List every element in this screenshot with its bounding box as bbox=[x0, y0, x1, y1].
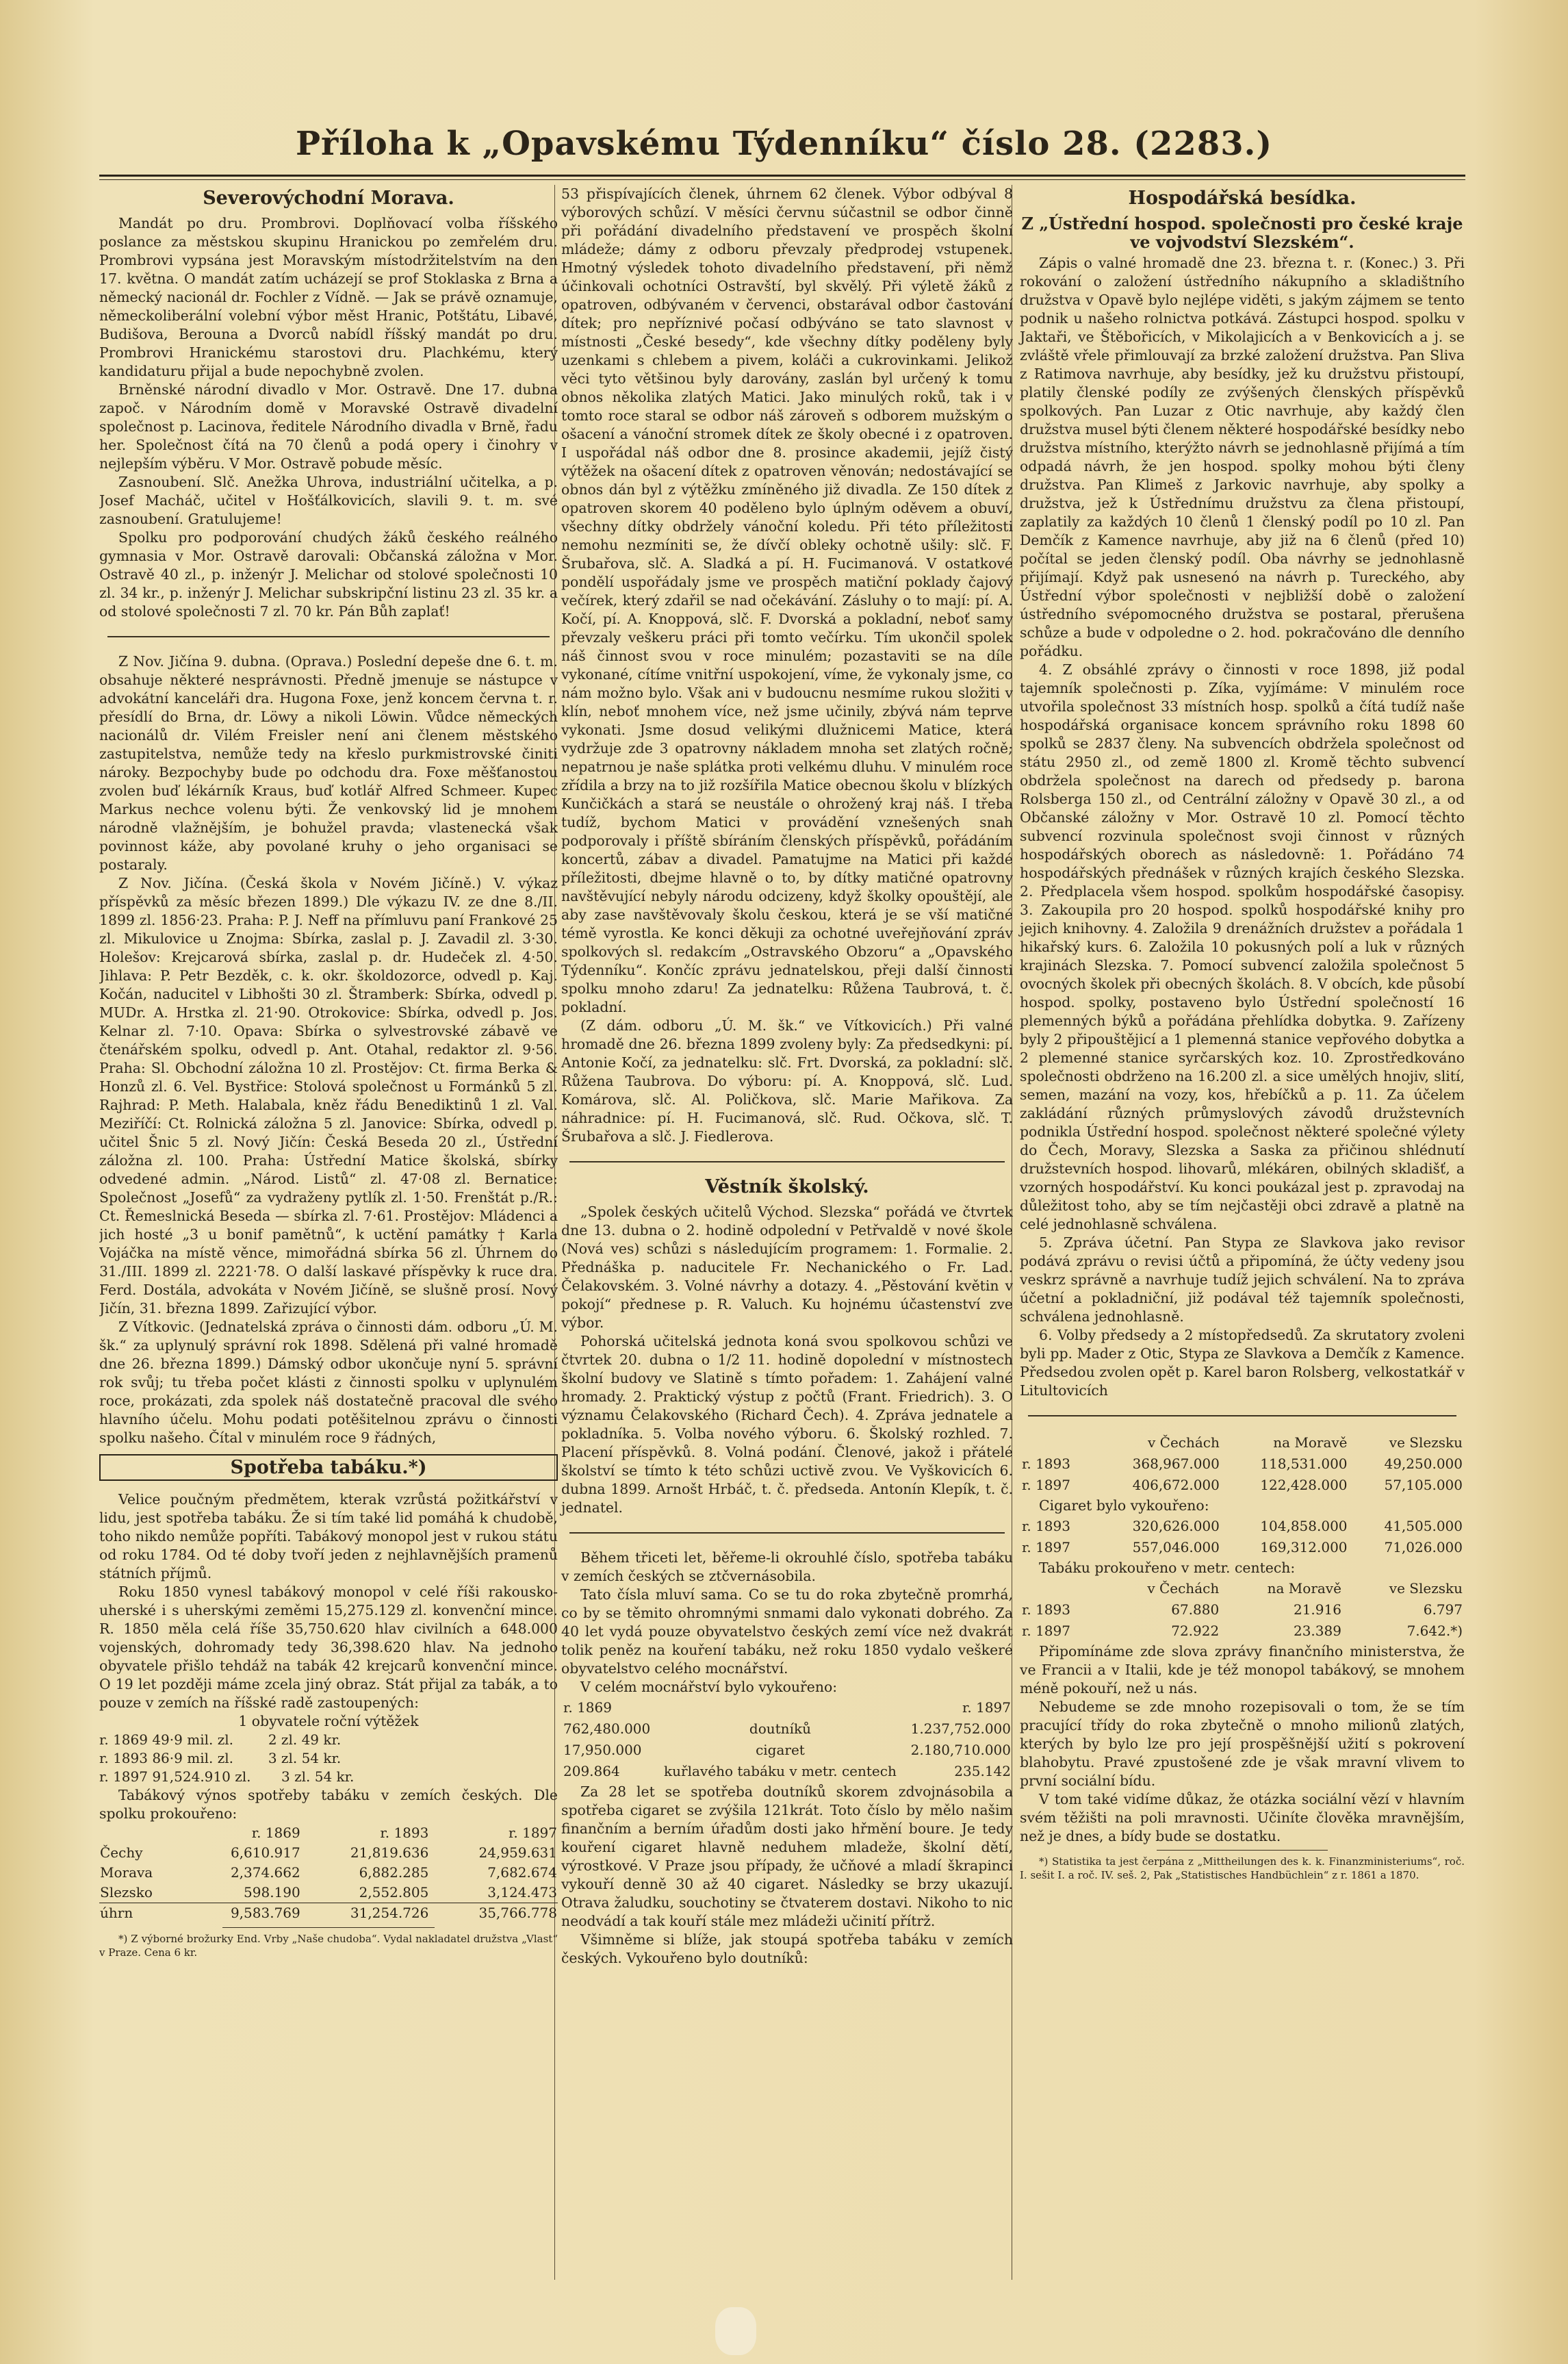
section-title: Věstník školský. bbox=[705, 1176, 869, 1197]
table-row bbox=[99, 1863, 558, 1883]
article-paragraph: Tabákový výnos spotřeby tabáku v zemích českých. Dle spolku prokouřeno: bbox=[99, 1787, 558, 1822]
table-cell: 2.180,710.000 bbox=[910, 1742, 1011, 1758]
table-cell: 6.797 bbox=[1423, 1601, 1463, 1618]
table-row bbox=[1021, 1600, 1463, 1620]
table-cell: r. 1893 bbox=[1022, 1601, 1070, 1618]
table-cell: 762,480.000 bbox=[563, 1720, 651, 1737]
table-cell: Morava bbox=[100, 1864, 153, 1881]
article-paragraph: Z Nov. Jičína. (Česká škola v Novém Jičíně.) V. výkaz příspěvků za měsíc březen 1899.) Dle výkazu IV. ze dne 8./II. 1899 zl. 1856·23. Praha: P. J. Neff na přímluvu paní Frankové 25 zl. Mikulovice u Znojma: Sbírka, zaslal p. J. Zavadil zl. 3·30. Holešov: Krejcarová sbírka, zaslal p. dr. Hudeček zl. 4·50. Jihlava: P. Petr Bezděk, c. k. okr. školdozorce, odvedl p. Kaj. Kočán, naducitel v Libhošti 30 zl. Štramberk: Sbírka, odvedl p. MUDr. A. Hrstka zl. 21·90. Otrokovice: Sbírka, odvedl p. Jos. Kelnar zl. 7·10. Opava: Sbírka o sylvestrovské zábavě ve čtenářském spolku, odvedl p. Ant. Otahal, redaktor zl. 9·56. Praha: Sl. Obchodní záložna 10 zl. Prostějov: Ct. firma Berka & Honzů zl. 6. Vel. Bystřice: Stolová společnost u Formánků 5 zl. Rajhrad: P. Meth. Halabala, kněz řádu Benediktinů 1 zl. Val. Meziříčí: Ct. Rolnická záložna 5 zl. Janovice: Sbírka, odvedl p. učitel Šnic 5 zl. Nový Jičín: Česká Beseda 20 zl., Ústřední záložna zl. 100. Praha: Ústřední Matice školská, sbírky odvedené admin. „Národ. Listů“ zl. 47·08 zl. Bernatice: Společnost „Josefů“ za vydraženy pytlík zl. 1·50. Frenštát p./R.: Ct. Řemeslnická Beseda — sbírka zl. 7·61. Prostějov: Mládenci a jich hosté „3 u bonif pamětnů“, k uctění památky † Karla Vojáčka na místě věnce, mimořádná sbírka 56 zl. Úhrnem do 31./III. 1899 zl. 2221·78. O další laskavé příspěvky k ruce dra. Ferd. Dostála, advokáta v Novém Jičíně, se slušně prosí. Nový Jičín, 31. března 1899. Zařizující výbor. bbox=[99, 875, 558, 1317]
column-1 bbox=[99, 185, 558, 2280]
table-cell: cigaret bbox=[756, 1742, 805, 1758]
title-rule-thin bbox=[99, 179, 1465, 180]
tobacco-title-box bbox=[99, 1454, 558, 1481]
column-3 bbox=[1012, 185, 1465, 2280]
table-cell: kuřlavého tabáku v metr. centech bbox=[664, 1763, 897, 1779]
article-paragraph: Spolku pro podporování chudých žáků českého reálného gymnasia v Mor. Ostravě darovali: Občanská záložna v Mor. Ostravě 40 zl., p. inženýr J. Melichar od stolové společnosti 10 zl. 34 kr., p. inženýr J. Melichar subskripční listinu 23 zl. 35 kr. a od stolové společnosti 7 zl. 70 kr. Pán Bůh zaplať! bbox=[99, 529, 558, 620]
article-paragraph: Zasnoubení. Slč. Anežka Uhrova, industriální učitelka, a p. Josef Macháč, učitel v Hošťálkovicích, slavili 9. t. m. své zasnoubení. Gratulujeme! bbox=[99, 474, 558, 527]
table-row bbox=[99, 1903, 558, 1924]
title-rule bbox=[99, 175, 1465, 177]
table-caption: Tabáku prokouřeno v metr. centech: bbox=[1039, 1560, 1296, 1576]
separator bbox=[569, 1532, 1005, 1534]
article-paragraph: Během třiceti let, běřeme-li okrouhlé číslo, spotřeba tabáku v zemích českých se ztčvernásobila. bbox=[561, 1549, 1013, 1584]
per-capita-row: r. 1869 49·9 mil. zl. 2 zl. 49 kr. bbox=[99, 1731, 342, 1748]
table-cell: 104,858.000 bbox=[1260, 1518, 1348, 1534]
article-paragraph: Brněnské národní divadlo v Mor. Ostravě. Dne 17. dubna započ. v Národním domě v Moravské Ostravě divadelní společnost p. Lacinova, ředitele Národního divadla v Brně, řadu her. Společnost čítá na 70 členů a podá opery i činohry v nejlepším výběru. V Mor. Ostravě pobude měsíc. bbox=[99, 381, 558, 472]
table-header-cell: v Čechách bbox=[1148, 1434, 1220, 1451]
table-row bbox=[1021, 1475, 1463, 1495]
table-cell: 122,428.000 bbox=[1260, 1477, 1348, 1493]
table-header-row bbox=[99, 1823, 558, 1843]
article-paragraph: Pohorská učitelská jednota koná svou spolkovou schůzi ve čtvrtek 20. dubna o 1/2 11. hodině dopolední v místnostech školní budovy ve Slatině s tímto pořadem: 1. Zahájení valné hromady. 2. Praktický výstup z počtů (Frant. Friedrich). 3. O významu Čelakovského (Richard Čech). 4. Zpráva jednatele a pokladníka. 5. Volba nového výboru. 6. Školský rozhled. 7. Placení příspěvků. 8. Volná podání. Členové, jakož i přátelé školství se tímto k této schůzi uctivě zvou. Ve Vyškovicích 6. dubna 1899. Arnošt Hrbáč, t. č. předseda. Antonín Klepík, t. č. jednatel. bbox=[561, 1333, 1013, 1516]
empire-table bbox=[561, 1696, 1013, 1783]
table-cell: 35,766.778 bbox=[478, 1905, 557, 1921]
table-cell: 169,312.000 bbox=[1260, 1539, 1348, 1555]
section-title: Hospodářská besídka. bbox=[1128, 188, 1357, 209]
table-cell: 21.916 bbox=[1293, 1601, 1341, 1618]
table-cell: 557,046.000 bbox=[1132, 1539, 1220, 1555]
table-cell: 31,254.726 bbox=[350, 1905, 429, 1921]
table-cell: 406,672.000 bbox=[1132, 1477, 1220, 1493]
article-paragraph: 6. Volby předsedy a 2 místopředsedů. Za skrutatory zvoleni byli pp. Mader z Otic, Stypa ze Slavkova a Demčík z Kamence. Předsedou zvolen opět p. Karel baron Rolsberg, velkostatkář v Litultovicích bbox=[1020, 1327, 1465, 1399]
table-cell: r. 1897 bbox=[1022, 1623, 1070, 1639]
table-cell: 72.922 bbox=[1171, 1623, 1220, 1639]
article-paragraph: Všimněme si blíže, jak stoupá spotřeba tabáku v zemích českých. Vykouřeno bylo doutníků: bbox=[561, 1931, 1013, 1966]
article-paragraph: Z Vítkovic. (Jednatelská zpráva o činnosti dám. odboru „Ú. M. šk.“ za uplynulý správní rok 1898. Sdělená při valné hromadě dne 26. března 1899.) Dámský odbor ukončuje nyní 5. správní rok svůj; tu třeba počet klásti z činnosti spolku v uplynulém roce, prokázati, zda spolek náš dostatečně pracoval dle svého hlavního účelu. Mohu podati potěšitelnou zprávu o činnosti spolku našeho. Čítal v minulém roce 9 řádných, bbox=[99, 1319, 558, 1446]
table-row bbox=[563, 1762, 1012, 1781]
article-paragraph: Zápis o valné hromadě dne 23. března t. r. (Konec.) 3. Při rokování o založení ústředního nákupního a skladištního družstva v Opavě bylo nejlépe viděti, s jakým zájmem se tento podnik u našeho rolnictva potkává. Zástupci hospod. spolku v Jaktaři, ve Štěbořicích, v Mikolajicích a v Benkovicích a j. se zvláště vřele přimlouvají za brzké založení družstva. Pan Sliva z Ratimova navrhuje, aby besídky, jež ku družstvu přistoupí, platily členské podíly ze zvýšených členských příspěvků spolkových. Pan Luzar z Otic navrhuje, aby každý člen družstva musel býti členem některé hospodářské besídky nebo družstva místního, kterýžto návrh se jednohlasně přijímá a tím odpadá návrh, že jen hospod. spolky mohou býti členy družstva. Pan Klimeš z Jarkovic navrhuje, aby spolky a družstva, jež k Ústřednímu družstvu za člena přistoupí, zaplatily za každých 10 členů 1 členský podíl po 10 zl. Pan Demčík z Kamence navrhuje, aby již na 6 členů (před 10) počítal se jeden členský podíl. Oba návrhy se jednohlasně přijímají. Když pak usnesenó na návrh p. Tureckého, aby Ústřední výbor společnosti v nejbližší době o založení ústředního svépomocného družstva se postaral, přerušena schůze a bude v odpoledne o 2. hod. pokračováno dle denního pořádku. bbox=[1020, 255, 1465, 659]
footnote-rule bbox=[222, 1927, 435, 1928]
article-paragraph: V tom také vidíme důkaz, že otázka sociální vězí v hlavním svém těžišti na poli mravnosti. Učiníte člověka mravnějším, než je dnes, a bídy bude se dostatku. bbox=[1020, 1791, 1465, 1844]
table-cell: r. 1893 bbox=[1022, 1518, 1070, 1534]
article-paragraph: Mandát po dru. Prombrovi. Doplňovací volba říšského poslance za městskou skupinu Hranickou po zemřelém dru. Prombrovi vypsána jest Moravským místodržitelstvím na den 17. května. O mandát zatím ucházejí se prof Stoklaska z Brna a německý nacionál dr. Fochler z Vídně. — Jak se právě oznamuje, německoliberální volební výbor měst Hranic, Potštátu, Libavé, Budišova, Berouna a Dvorců nabídl říšský mandát po dru. Prombrovi Hranickému starostovi dru. Plachkému, který kandidaturu přijal a bude nepochybně zvolen. bbox=[99, 215, 558, 379]
table-cell: 1.237,752.000 bbox=[910, 1720, 1011, 1737]
article-paragraph: Za 28 let se spotřeba doutníků skorem zdvojnásobila a spotřeba cigaret se zvýšila 121krát. Toto číslo by mělo našim finančním a berním úřadům dosti jako hřmění boure. Je tedy kouření cigaret hlavně neduhem mladeže, školní dětí, výrostkové. V Praze jsou případy, že učňové a mladí škrapinci vykouří denně 30 až 40 cigaret. Následky se brzy ukazují. Otrava žaludku, souchotiny se čtvaterem dostavi. Nikoho to nic neodvádí a tak kouří stále mez mládeži učinití přítrž. bbox=[561, 1783, 1013, 1929]
article-paragraph: V celém mocnářství bylo vykouřeno: bbox=[580, 1679, 838, 1695]
table-cell: úhrn bbox=[100, 1905, 133, 1921]
table-header-row bbox=[563, 1698, 1012, 1718]
table-row bbox=[99, 1843, 558, 1863]
table-caption: 1 obyvatele roční výtěžek bbox=[238, 1713, 419, 1729]
separator bbox=[569, 1161, 1005, 1162]
table-cell: 3,124.473 bbox=[487, 1884, 557, 1901]
paper-tear bbox=[715, 2307, 756, 2355]
table-cell: 7,682.674 bbox=[487, 1864, 557, 1881]
table-row bbox=[99, 1883, 558, 1903]
table-cell: 209.864 bbox=[563, 1763, 620, 1779]
table-cell: 235.142 bbox=[954, 1763, 1011, 1779]
footnote: *) Z výborné brožurky End. Vrby „Naše chudoba“. Vydal nakladatel družstva „Vlast“ v Praze. Cena 6 kr. bbox=[99, 1933, 558, 1959]
article-paragraph: Připomínáme zde slova zprávy finančního ministerstva, že ve Francii a v Italii, kde je též monopol tabákový, se mnohem méně pokouří, než u nás. bbox=[1020, 1643, 1465, 1696]
article-paragraph: Nebudeme se zde mnoho rozepisovali o tom, že se tím pracující třídy do roka zbytečně o mnoho milionů zlatých, kterých by bylo lze pro její prospěšnější užití s pokrovení blahobytu. Pravé zpustošené zde je však mravní vlivem to první sociální bídu. bbox=[1020, 1699, 1465, 1789]
table-cell: 2,552.805 bbox=[359, 1884, 429, 1901]
country-table bbox=[99, 1823, 558, 1923]
article-paragraph: Velice poučným předmětem, kterak vzrůstá požitkářství v lidu, jest spotřeba tabáku. Že si tím také lid pomáhá k chudobě, toho nikdo nemůže popříti. Tabákový monopol jest v rukou státu od roku 1784. Od té doby tvoří jeden z nejhlavnějších pramenů státních příjmů. bbox=[99, 1491, 558, 1581]
table-header-cell: r. 1869 bbox=[251, 1825, 300, 1841]
table-header-row bbox=[1021, 1433, 1463, 1453]
article-paragraph: „Spolek českých učitelů Východ. Slezska“ pořádá ve čtvrtek dne 13. dubna o 2. hodině odpolední v Petřvaldě v nové škole (Nová ves) schůzi s následujícím programem: 1. Formalie. 2. Přednáška p. naducitele Fr. Nechanického o Fr. Lad. Čelakovském. 3. Volné návrhy a dotazy. 4. „Pěstování květin v pokojí“ přednese p. R. Valuch. Ku hojnému účastenství zve výbor. bbox=[561, 1204, 1013, 1331]
article-paragraph: Tato čísla mluví sama. Co se tu do roka zbytečně promrhá, co by se těmito ohromnými snmami dalo vykonati dobrého. Za 40 let vydá pouze obyvatelstvo českých zemí více než dvakrát tolik peněz na kouření tabáku, než roku 1850 vydalo veškeré obyvatelstvo celého mocnářství. bbox=[561, 1586, 1013, 1677]
table-cell: 49,250.000 bbox=[1384, 1456, 1463, 1472]
cigar-table bbox=[1020, 1432, 1465, 1497]
separator bbox=[1028, 1415, 1456, 1416]
table-cell: 118,531.000 bbox=[1260, 1456, 1348, 1472]
table-cell: 6,882.285 bbox=[359, 1864, 429, 1881]
article-paragraph: Z Nov. Jičína 9. dubna. (Oprava.) Poslední depeše dne 6. t. m. obsahuje některé nesprávnosti. Předně jmenuje se nástupce v advokátní kanceláři dra. Hugona Foxe, jenž koncem června t. r. přesídlí do Brna, dr. Löwy a nikoli Löwin. Vůdce německých nacionálů dr. Vilém Freisler není ani členem městského zastupitelstva, nemůže tedy na křeslo purkmistrovské činiti nároky. Bezpochyby bude po odchodu dra. Foxe měšťanostou zvolen buď lékárník Kraus, buď kotlář Alfred Schmeer. Kupec Markus nechce volenu býti. Že venkovský lid je mnohem národně vlažnějším, je bohužel pravda; vlastenecká však povinnost káže, aby povolané kruhy o jeho organisaci se postaraly. bbox=[99, 653, 558, 873]
footnote: *) Statistika ta jest čerpána z „Mittheilungen des k. k. Finanzministeriums“, roč. I. sešit I. a roč. IV. seš. 2, Pak „Statistisches Handbüchlein“ z r. 1861 a 1870. bbox=[1020, 1855, 1465, 1881]
section-title: Severovýchodní Morava. bbox=[203, 188, 454, 209]
table-cell: 9,583.769 bbox=[230, 1905, 300, 1921]
cigarette-table bbox=[1020, 1515, 1465, 1559]
table-cell: 598.190 bbox=[244, 1884, 300, 1901]
separator bbox=[107, 636, 550, 637]
table-cell: r. 1897 bbox=[1022, 1539, 1070, 1555]
table-row bbox=[1021, 1516, 1463, 1536]
column-2 bbox=[556, 185, 1013, 2280]
table-cell: 71,026.000 bbox=[1384, 1539, 1463, 1555]
table-row bbox=[1021, 1538, 1463, 1558]
article-paragraph: (Z dám. odboru „Ú. M. šk.“ ve Vítkovicích.) Při valné hromadě dne 26. března 1899 zvoleny byly: Za předsedkyni: pí. Antonie Kočí, za jednatelku: slč. Frt. Dvorská, za pokladní: slč. Růžena Taubrova. Do výboru: pí. A. Knoppová, slč. Lud. Komárova, slč. Al. Poličkova, slč. Marie Mařikova. Za náhradnice: pí. H. Fucimanová, slč. Rud. Očkova, slč. T. Šrubařova a slč. J. Fiedlerova. bbox=[561, 1017, 1013, 1145]
article-paragraph: 4. Z obsáhlé zprávy o činnosti v roce 1898, již podal tajemník společnosti p. Zíka, vyjímáme: V minulém roce utvořila společnost 33 místních hosp. spolků a čítá tudíž naše hospodářská organisace koncem správního roku 1898 60 spolků se 2837 členy. Na subvencích obdržela společnost od státu 2950 zl., od země 1800 zl. Kromě těchto subvencí obdržela společnost na darech od předsedy p. barona Rolsberga 150 zl., od Centrální záložny v Opavě 30 zl., a od Občanské záložny v Mor. Ostravě 10 zl. Pomocí těchto subvencí rozvinula společnost svoji činnost v různých hospodářských oborech as následovně: 1. Pořádáno 74 hospodářských přednášek v různých krajích českého Slezska. 2. Předplacela všem hospod. spolkům hospodářské časopisy. 3. Zakoupila pro 20 hospod. spolků hospodářské knihy pro jejich knihovny. 4. Založila 9 drenážních družstev a pořádala 1 hikařský kurs. 6. Založila 10 pokusných polí a luk v různých krajinách Slezska. 7. Pomocí subvencí založila společnost 5 ovocných školek při obecných školách. 8. V obcích, kde působí hospod. spolky, postaveno bylo Ústřední společností 16 plemenných býků a pořádána přehlídka dobytka. 9. Zařízeny byly 2 připouštějicí a 1 plemenná stanice vepřového dobytka a 2 plemenné stanice syrčarských koz. 10. Zprostředkováno společnosti obdrženo na 16.200 zl. a sice umělých hnojiv, slití, semen, mazání na vozy, kos, hřebíčků a p. 11. Za účelem zakládání různých průmyslových závodů družstevních podnikla Ústřední hospod. společnost některé společné výlety do Čech, Moravy, Slezska a Saska za přičinou shlédnutí družstevních hospod. lihovarů, mlékáren, obilných skladišť, a vzorných hospodářství. Ku konci poukázal jest p. zpravodaj na důležitost toho, aby se tím nejčastěji obci zdravě a platně na celé jednohlasně schválena. bbox=[1020, 661, 1465, 1232]
table-header-cell: na Moravě bbox=[1267, 1580, 1341, 1597]
table-cell: 23.389 bbox=[1293, 1623, 1341, 1639]
table-header-cell: r. 1893 bbox=[380, 1825, 429, 1841]
per-capita-row: r. 1893 86·9 mil. zl. 3 zl. 54 kr. bbox=[99, 1750, 342, 1766]
footnote-rule bbox=[1157, 1850, 1328, 1851]
tobacco-table bbox=[1020, 1577, 1465, 1642]
table-cell: Slezsko bbox=[100, 1884, 153, 1901]
page-title: Příloha k „Opavskému Týdenníku“ číslo 28. (2283.) bbox=[295, 125, 1273, 163]
table-cell: 41,505.000 bbox=[1384, 1518, 1463, 1534]
table-header-cell: ve Slezsku bbox=[1389, 1434, 1463, 1451]
per-capita-row: r. 1897 91,524.910 zl. 3 zl. 54 kr. bbox=[99, 1768, 355, 1785]
table-cell: Čechy bbox=[100, 1844, 143, 1861]
article-paragraph: 53 přispívajících členek, úhrnem 62 členek. Výbor odbýval 8 výborových schůzí. V měsíci červnu súčastnil se odbor činně při pořádání divadelního představení ve prospěch školní mládeže; dámy z odboru převzaly předprodej vstupenek. Hmotný výsledek tohoto divadelního představení, při němž účinkovali ochotníci Ostravští, byl skvělý. Při výletě žáků z opatroven, odbývaném v červenci, obstarával odbor častování dítek; pro nepříznivé počasí odbýváno se tato slavnost v místnosti „České besedy“, kde všechny dítky poděleny byly uzenkami s chlebem a pivem, koláči a cukrovinkami. Jelikož věci tyto většinou byly darovány, zaslán byl určený k tomu obnos několika zlatých Matici. Jako minulých roků, tak i v tomto roce staral se odbor náš zároveň s odborem mužským o ošacení a vánoční stromek dítek ze školy obecné i z opatroven. I uspořádal náš odbor dne 8. prosince akademii, jejíž čistý výtěžek na ošacení dítek z opatroven věnován; nedostávající se obnos dán byl z výtěžku zmíněného již divadla. Ze 150 dítek z opatroven skorem 40 poděleno bylo úplným oděvem a obuví, všechny dítky obdržely vánoční koledu. Při této příležitosti nemohu nezmíniti se, že dívčí obleky ochotně ušily: slč. F. Šrubařova, slč. A. Sladká a pí. H. Fucimanová. V ostatkové pondělí uspořádaly jsme ve prospěch matiční poklady čajový večírek, který zdařil se nad očekávání. Zásluhy o to mají: pí. A. Kočí, pí. A. Knoppová, slč. F. Dvorská a pokladní, neboť samy převzaly veškeru práci při tomto večírku. Tím ukončil spolek náš činnost svou v roce minulém; pozastaviti se na díle vykonané, cítíme vnitřní uspokojení, víme, že vykonaly jsme, co nám možno bylo. Však ani v budoucnu nesmíme rukou složiti v klín, neboť mnohem více, než jsme učinily, zbývá nám teprve vykonati. Jsme dosud velikými dlužnicemi Matice, která vydržuje zde 3 opatrovny nákladem mnoha set zlatých ročně; nepatrnou je naše splátka proti velkému dluhu. V minulém roce zřídila a brzy na to již rozšířila Matice obecnou školu v blízkých Kunčičkách a stará se neustále o ohrožený kraj náš. I třeba tudíž, bychom Matici v provádění vznešených snah podporovaly i příště sbíráním členských příspěvků, pořádáním koncertů, zábav a divadel. Pamatujme na Matici při každé příležitosti, dbejme hlavně o to, by dítky matičné opatrovny navštěvující nebyly národu odcizeny, když školky opouštějí, ale aby zase navštěvovaly školu českou, která je se vší matičné témě vyrostla. Ke konci děkuji za ochotné uveřejňování zpráv spolkových sl. redakcím „Ostravského Obzoru“ a „Opavského Týdenníku“. Končíc zprávu jednatelskou, přeji další činnosti spolku mnoho zdaru! Za jednatelku: Růžena Taubrová, t. č. pokladní. bbox=[561, 186, 1013, 1015]
table-cell: 7.642.*) bbox=[1406, 1623, 1463, 1639]
table-cell: 24,959.631 bbox=[478, 1844, 557, 1861]
table-cell: 2,374.662 bbox=[230, 1864, 300, 1881]
table-cell: 57,105.000 bbox=[1384, 1477, 1463, 1493]
table-cell: 320,626.000 bbox=[1132, 1518, 1220, 1534]
table-cell: 67.880 bbox=[1171, 1601, 1220, 1618]
table-cell: 21,819.636 bbox=[350, 1844, 429, 1861]
table-caption: Cigaret bylo vykouřeno: bbox=[1039, 1497, 1209, 1514]
article-paragraph: 5. Zpráva účetní. Pan Stypa ze Slavkova jako revisor podává zprávu o revisi účtů a připomíná, že účty vedeny jsou veskrz správně a navrhuje tudíž jejich schválení. Na to zpráva účetní a pokladniční, již podával též tajemník společnosti, schválena jednohlasně. bbox=[1020, 1234, 1465, 1325]
article-paragraph: Roku 1850 vynesl tabákový monopol v celé říši rakousko-uherské i s uherskými zeměmi 15,275.129 zl. konvenční mince. R. 1850 měla celá říše 35,750.620 hlav civilních a 648.000 vojenských, dohromady tedy 36,398.620 hlav. Na jednoho obyvatele přišlo tehdáž na tabák 42 krejcarů konvenční mince. O 19 let později máme zcela jiný obraz. Stát přijal za tabák, a to pouze v zemích na říšské radě zastoupených: bbox=[99, 1584, 558, 1711]
table-cell: r. 1893 bbox=[1022, 1456, 1070, 1472]
table-row bbox=[1021, 1621, 1463, 1641]
table-cell: doutníků bbox=[749, 1720, 811, 1737]
table-header-cell: ve Slezsku bbox=[1389, 1580, 1463, 1597]
table-header-cell: r. 1869 bbox=[563, 1699, 612, 1716]
table-row bbox=[1021, 1454, 1463, 1474]
table-cell: 368,967.000 bbox=[1132, 1456, 1220, 1472]
section-subtitle: Z „Ústřední hospod. společnosti pro české kraje ve vojvodství Slezském“. bbox=[1021, 214, 1463, 252]
table-header-cell: r. 1897 bbox=[509, 1825, 557, 1841]
table-cell: 6,610.917 bbox=[230, 1844, 300, 1861]
table-row bbox=[563, 1719, 1012, 1739]
table-header-row bbox=[1021, 1579, 1463, 1599]
table-cell: r. 1897 bbox=[1022, 1477, 1070, 1493]
table-header-cell: r. 1897 bbox=[962, 1699, 1011, 1716]
table-header-cell: v Čechách bbox=[1147, 1580, 1220, 1597]
table-header-cell: na Moravě bbox=[1273, 1434, 1348, 1451]
section-title: Spotřeba tabáku.*) bbox=[230, 1457, 427, 1478]
table-row bbox=[563, 1740, 1012, 1760]
table-cell: 17,950.000 bbox=[563, 1742, 642, 1758]
